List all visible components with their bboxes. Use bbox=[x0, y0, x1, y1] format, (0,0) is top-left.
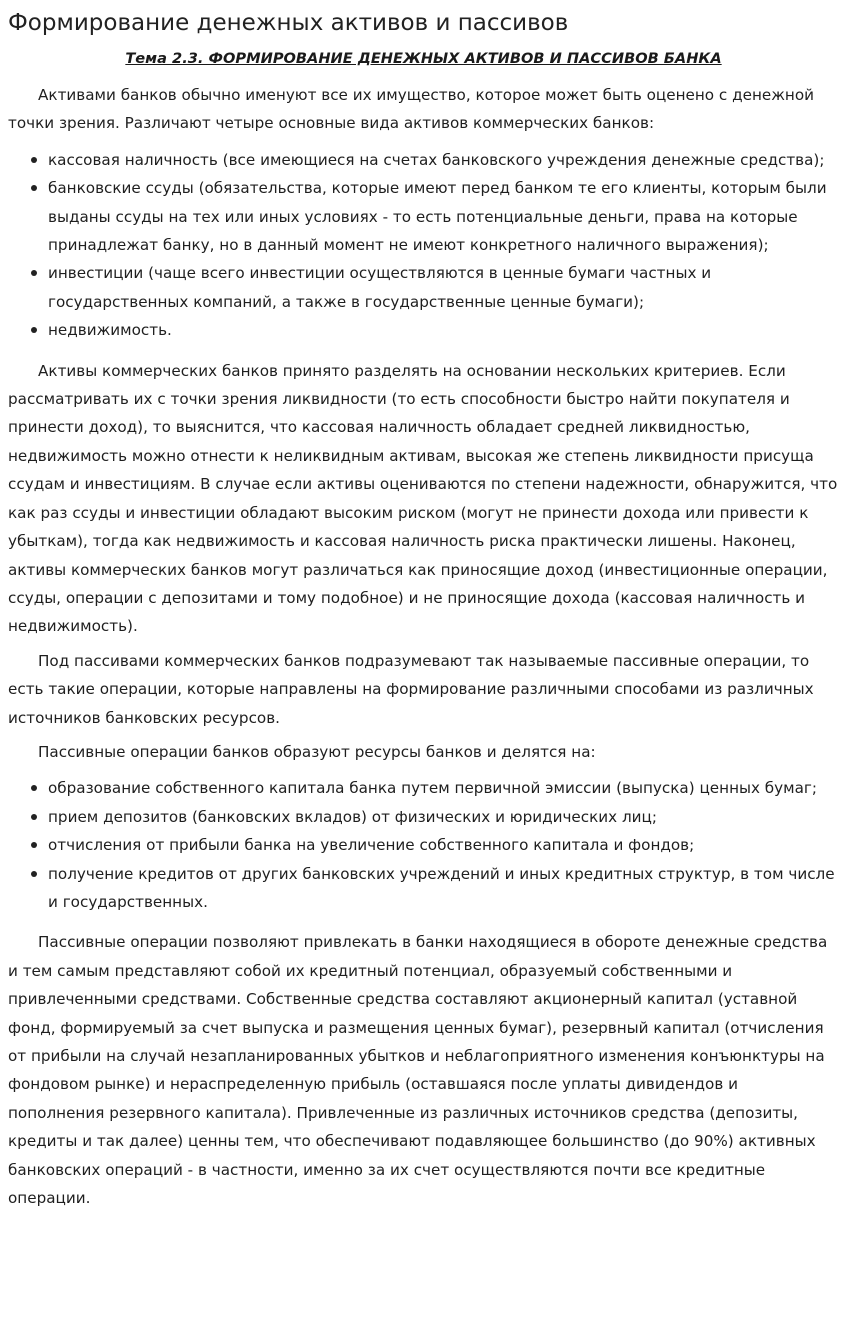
paragraph-passives-definition: Под пассивами коммерческих банков подразумевают так называемые пассивные операции, то есть такие операции, которые направлены на формирование различными способами из различных источников банковских ресурсов. bbox=[8, 651, 814, 727]
paragraph-passive-operations-details: Пассивные операции позволяют привлекать в банки находящиеся в обороте денежные средства и тем самым представляют собой их кредитный потенциал, образуемый собственными и привлеченными средствами. Собственные средства составляют акционерный капитал (уставной фонд, формируемый за счет выпуска и размещения ценных бумаг), резервный капитал (отчисления от прибыли на случай незапланированных убытков и неблагоприятного изменения конъюнктуры на фондовом рынке) и нераспределенную прибыль (оставшаяся после уплаты дивидендов и пополнения резервного капитала). Привлеченные из различных источников средства (депозиты, кредиты и так далее) ценны тем, что обеспечивают подавляющее большинство (до 90%) активных банковских операций - в частности, именно за их счет осуществляются почти все кредитные операции. bbox=[8, 933, 828, 1208]
list-item: получение кредитов от других банковских учреждений и иных кредитных структур, в том числе и государственных. bbox=[8, 860, 839, 917]
list-item: инвестиции (чаще всего инвестиции осуществляются в ценные бумаги частных и государственных компаний, а также в государственные ценные бумаги); bbox=[8, 259, 839, 316]
list-item: образование собственного капитала банка путем первичной эмиссии (выпуска) ценных бумаг; bbox=[8, 774, 839, 802]
list-item: отчисления от прибыли банка на увеличение собственного капитала и фондов; bbox=[8, 831, 839, 859]
passive-operations-list bbox=[8, 774, 839, 916]
paragraph-passive-operations-intro: Пассивные операции банков образуют ресурсы банков и делятся на: bbox=[38, 742, 596, 761]
list-item: кассовая наличность (все имеющиеся на счетах банковского учреждения денежные средства); bbox=[8, 146, 839, 174]
list-item: банковские ссуды (обязательства, которые имеют перед банком те его клиенты, которым были выданы ссуды на тех или иных условиях - то есть потенциальные деньги, права на которые принадлежат банку, но в данный момент не имеют конкретного наличного выражения); bbox=[8, 174, 839, 259]
page-title: Формирование денежных активов и пассивов bbox=[8, 10, 569, 36]
paragraph-assets-criteria: Активы коммерческих банков принято разделять на основании нескольких критериев. Если рассматривать их с точки зрения ликвидности (то есть способности быстро найти покупателя и принести доход), то выяснится, что кассовая наличность обладает средней ликвидностью, недвижимость можно отнести к неликвидным активам, высокая же степень ликвидности присуща ссудам и инвестициям. В случае если активы оцениваются по степени надежности, обнаружится, что как раз ссуды и инвестиции обладают высоким риском (могут не принести дохода или привести к убыткам), тогда как недвижимость и кассовая наличность риска практически лишены. Наконец, активы коммерческих банков могут различаться как приносящие доход (инвестиционные операции, ссуды, операции с депозитами и тому подобное) и не приносящие дохода (кассовая наличность и недвижимость). bbox=[8, 361, 838, 636]
topic-heading: Тема 2.3. ФОРМИРОВАНИЕ ДЕНЕЖНЫХ АКТИВОВ И ПАССИВОВ БАНКА bbox=[125, 50, 722, 67]
asset-types-list bbox=[8, 146, 839, 345]
list-item: недвижимость. bbox=[8, 316, 839, 344]
paragraph-assets-intro: Активами банков обычно именуют все их имущество, которое может быть оценено с денежной точки зрения. Различают четыре основные вида активов коммерческих банков: bbox=[8, 86, 814, 133]
list-item: прием депозитов (банковских вкладов) от физических и юридических лиц; bbox=[8, 803, 839, 831]
